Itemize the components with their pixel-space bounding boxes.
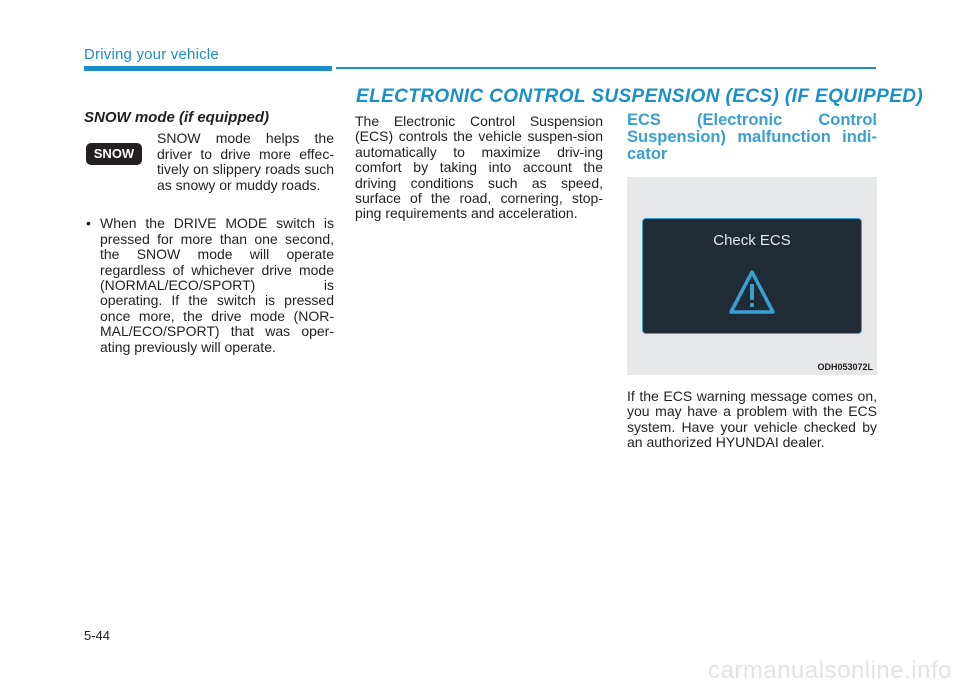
- chapter-title: ELECTRONIC CONTROL SUSPENSION (ECS) (IF EQUIPPED): [356, 86, 924, 107]
- screen-message: Check ECS: [713, 232, 791, 249]
- snow-mode-description: SNOW mode helps the driver to drive more effec-tively on slippery roads such as snowy or muddy roads.: [157, 130, 334, 193]
- header-rule-thick: [84, 66, 332, 71]
- snow-bullet-item: [84, 216, 334, 355]
- snow-mode-heading: SNOW mode (if equipped): [84, 109, 269, 126]
- header-rule-thin: [336, 67, 876, 69]
- cluster-figure: [627, 177, 877, 375]
- watermark: carmanualsonline.info: [708, 657, 952, 684]
- indicator-column: [627, 112, 877, 451]
- snow-bullet-text: When the DRIVE MODE switch is pressed for more than one second, the SNOW mode will operate regardless of whichever drive mode (NORMAL/ECO/SPORT) is operating. If the switch is pressed once more, the drive mode (NOR-MAL/ECO/SPORT) that was oper-ating previously will operate.: [100, 215, 334, 355]
- snow-badge-icon: SNOW: [86, 143, 142, 165]
- bullet-mark: •: [86, 215, 91, 232]
- indicator-note: If the ECS warning message comes on, you may have a problem with the ECS system. Have your vehicle checked by an authorized HYUNDAI dealer.: [627, 388, 877, 451]
- snow-mode-column: [84, 110, 334, 355]
- snow-mode-row: [84, 131, 334, 210]
- page-number: 5-44: [84, 628, 111, 643]
- figure-code: ODH053072L: [817, 361, 873, 372]
- section-label: Driving your vehicle: [84, 46, 219, 63]
- indicator-heading: ECS (Electronic Control Suspension) malfunction indi-cator: [627, 111, 877, 163]
- warning-triangle-icon: [728, 269, 776, 315]
- ecs-intro-paragraph: The Electronic Control Suspension (ECS) controls the vehicle suspen-sion automatically to maximize driv-ing comfort by taking into account the driving conditions such as speed, surface of the road, cornering, stop-ping requirements and acceleration.: [355, 113, 603, 222]
- cluster-screen: [642, 218, 862, 334]
